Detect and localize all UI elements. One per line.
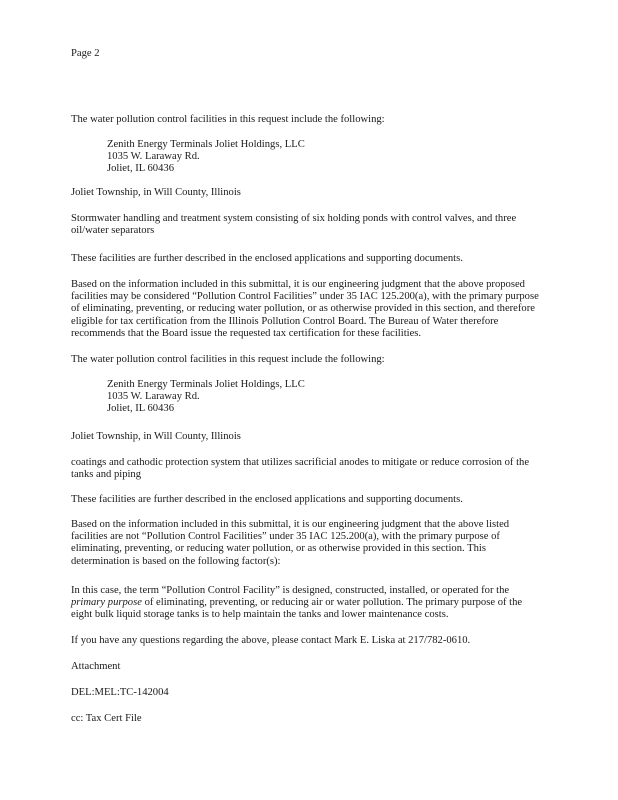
attachment-label: Attachment [71, 661, 121, 672]
address-line: Joliet, IL 60436 [107, 163, 174, 175]
section1-judgment: Based on the information included in this submittal, it is our engineering judgment that the above proposed facilities may be considered “Pollution Control Facilities” under 35 IAC 125.200(a), with the primary purpose of eliminating, preventing, or reducing water pollution, or as otherwise provided in this section, and therefore eligible for tax certification from the Illinois Pollution Control Board. The Bureau of Water therefore recommends that the Board issue the requested tax certification for these facilities. [71, 279, 539, 339]
section2-location: Joliet Township, in Will County, Illinois [71, 431, 241, 442]
section2-address [107, 379, 407, 416]
section1-further: These facilities are further described in the enclosed applications and supporting documents. [71, 253, 463, 264]
section1-description: Stormwater handling and treatment system consisting of six holding ponds with control valves, and three oil/water separators [71, 213, 517, 237]
address-line: 1035 W. Laraway Rd. [107, 391, 200, 403]
cc-line: cc: Tax Cert File [71, 713, 142, 724]
reference-code: DEL:MEL:TC-142004 [71, 687, 169, 698]
factor-paragraph [71, 585, 541, 622]
address-line: Zenith Energy Terminals Joliet Holdings, LLC [107, 139, 305, 150]
section1-intro: The water pollution control facilities in this request include the following: [71, 114, 385, 125]
contact-line: If you have any questions regarding the above, please contact Mark E. Liska at 217/782-0610. [71, 635, 471, 646]
section1-location: Joliet Township, in Will County, Illinois [71, 187, 241, 198]
address-line: Zenith Energy Terminals Joliet Holdings, LLC [107, 379, 305, 390]
page-label: Page 2 [71, 48, 100, 59]
address-line: Joliet, IL 60436 [107, 403, 174, 415]
section2-intro: The water pollution control facilities in this request include the following: [71, 354, 385, 365]
address-line: 1035 W. Laraway Rd. [107, 151, 200, 163]
section1-address [107, 139, 407, 176]
section2-further: These facilities are further described in the enclosed applications and supporting documents. [71, 494, 463, 505]
section2-judgment: Based on the information included in this submittal, it is our engineering judgment that the above listed facilities are not “Pollution Control Facilities” under 35 IAC 125.200(a), with the primary purpose of eliminating, preventing, or reducing water pollution, or as otherwise provided in this section. This determination is based on the following factor(s): [71, 519, 510, 567]
section2-description: coatings and cathodic protection system that utilizes sacrificial anodes to mitigate or reduce corrosion of the tanks and piping [71, 457, 530, 481]
factor-text-end: of eliminating, preventing, or reducing air or water pollution. The primary purpose of the eight bulk liquid storage tanks is to help maintain the tanks and lower maintenance costs. [71, 597, 523, 621]
factor-text-start: In this case, the term “Pollution Control Facility” is designed, constructed, installed, or operated for the [71, 585, 510, 596]
factor-emphasis: primary purpose [71, 597, 142, 609]
